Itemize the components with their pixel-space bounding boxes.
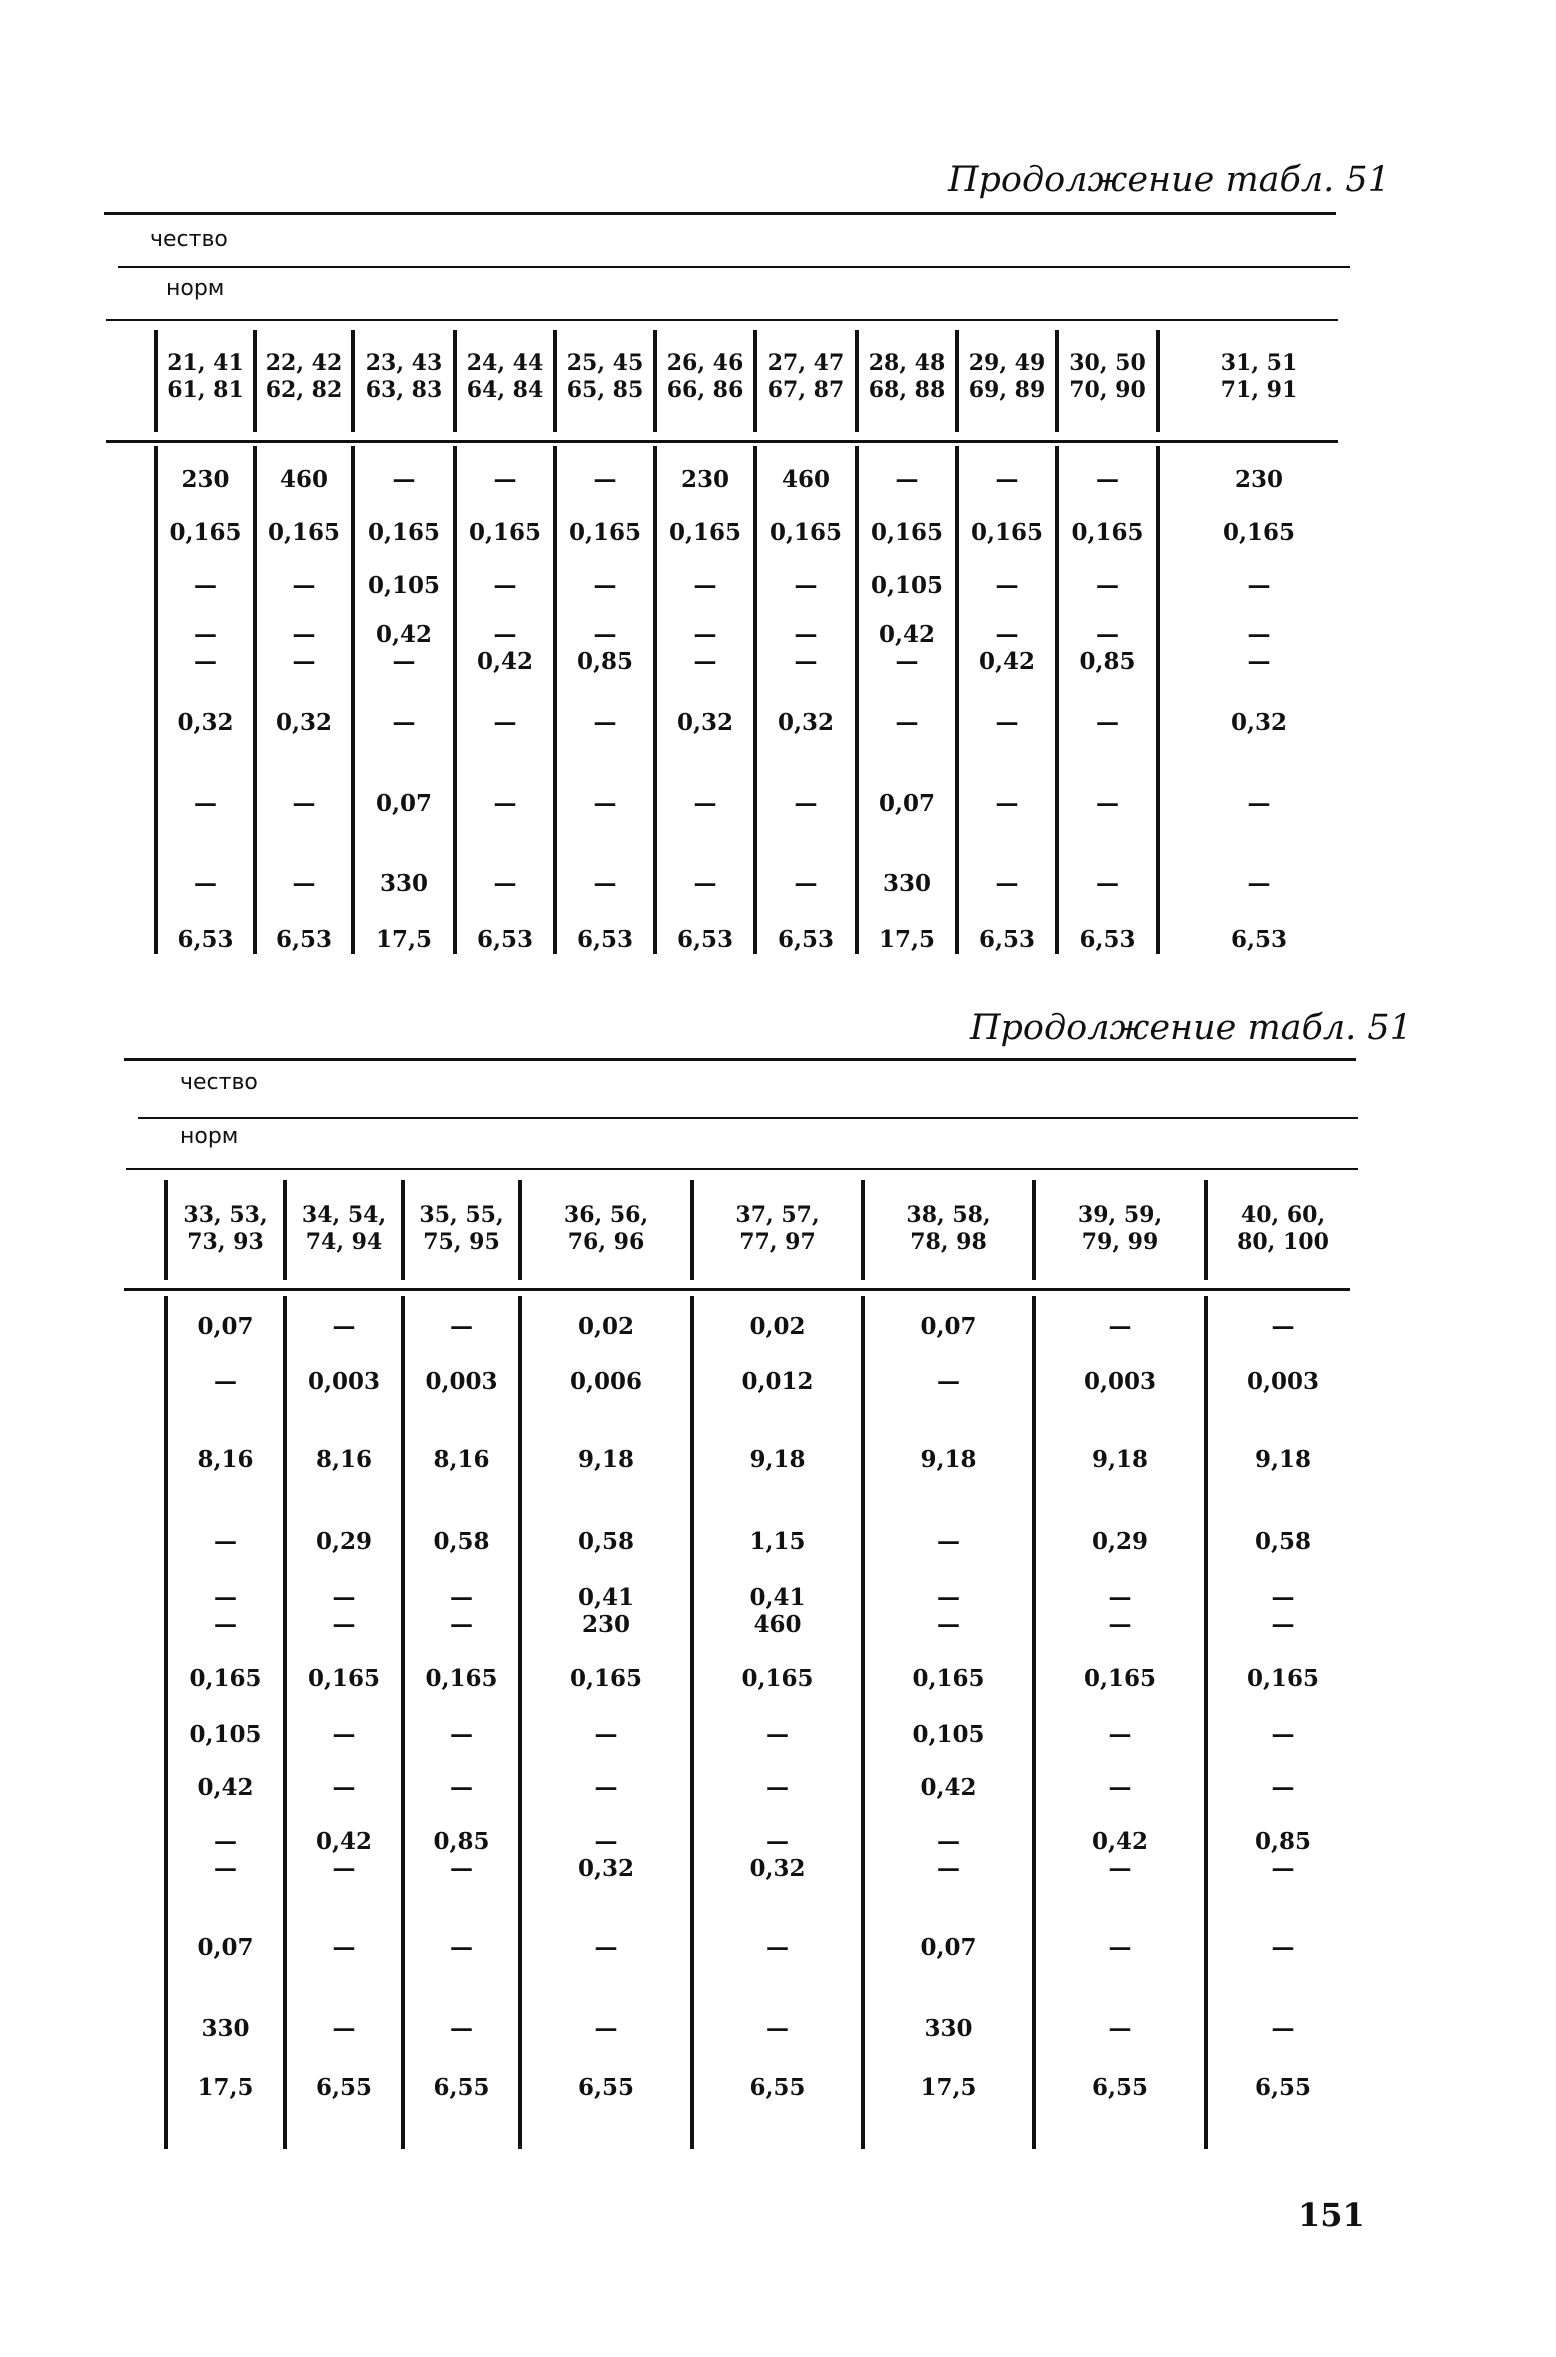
- table1-body-divider: [453, 446, 457, 954]
- table1-cell: — —: [693, 621, 717, 675]
- table1-cell: —: [493, 709, 517, 736]
- table1-cell: —: [895, 466, 919, 493]
- table2-cell: 0,42: [920, 1774, 977, 1801]
- table2-cell: 0,02: [749, 1313, 806, 1340]
- table2-cell: 0,07: [920, 1934, 977, 1961]
- table1-cell: 0,32: [676, 709, 734, 736]
- table2-column-header: 35, 55, 75, 95: [419, 1202, 504, 1255]
- table2-top-rule: [124, 1058, 1356, 1061]
- table1-column-header: 26, 46 66, 86: [666, 350, 744, 403]
- table1-cell: —: [1247, 572, 1271, 599]
- table1-cell: —: [693, 572, 717, 599]
- table2-cell: — 0,32: [749, 1828, 806, 1882]
- table2-cell: —: [332, 1313, 356, 1340]
- table2-cell: 8,16: [197, 1446, 254, 1473]
- table2-cell: 0,42: [197, 1774, 254, 1801]
- table1-cell: —: [392, 466, 416, 493]
- table1-body-divider: [553, 446, 557, 954]
- table2-header-divider: [518, 1180, 522, 1280]
- table1-body-rule: [106, 440, 1338, 443]
- table1-cell: —: [794, 572, 818, 599]
- table2-body-divider: [401, 1296, 405, 2149]
- table1-cell: — 0,85: [576, 621, 634, 675]
- table2-cell: —: [1108, 1721, 1132, 1748]
- table1-body-divider: [653, 446, 657, 954]
- table1-cell: 0,165: [668, 519, 742, 546]
- table1-cell: — —: [194, 621, 217, 675]
- table2-cell: —: [450, 2015, 473, 2042]
- table2-column-header: 40, 60, 80, 100: [1237, 1202, 1329, 1255]
- table1-cell: 6,53: [777, 926, 835, 953]
- table1-cell: 6,53: [177, 926, 234, 953]
- table2-cell: 0,29: [315, 1528, 373, 1555]
- table1-cell: 17,5: [375, 926, 433, 953]
- table1-cell: —: [194, 870, 217, 897]
- table2-cell: 0,29: [1091, 1528, 1149, 1555]
- table2-header-divider: [164, 1180, 168, 1280]
- table2-body-divider: [518, 1296, 522, 2149]
- table2-cell: 0,07: [197, 1934, 254, 1961]
- table2-cell: —: [1271, 1313, 1295, 1340]
- table1-cell: 230: [680, 466, 729, 493]
- table2-cell: —: [1108, 1774, 1132, 1801]
- table2-column-header: 33, 53, 73, 93: [183, 1202, 268, 1255]
- table2-body-divider: [690, 1296, 694, 2149]
- table2-cell: 330: [201, 2015, 250, 2042]
- table1-cell: 330: [379, 870, 428, 897]
- table2-cell: —: [937, 1528, 960, 1555]
- table1-cell: — 0,42: [978, 621, 1036, 675]
- table2-cell: 330: [924, 2015, 973, 2042]
- table1-header-divider: [453, 330, 457, 432]
- table1-cell: —: [593, 790, 617, 817]
- table1-cell: 460: [781, 466, 830, 493]
- table1-cell: —: [794, 790, 818, 817]
- table1-cell: 6,53: [476, 926, 534, 953]
- table2-cell: 0,165: [912, 1665, 985, 1692]
- table1-cell: 0,42 —: [375, 621, 433, 675]
- table1-cell: —: [1096, 709, 1119, 736]
- table2-column-header: 34, 54, 74, 94: [301, 1202, 387, 1255]
- table2-cell: —: [937, 1368, 960, 1395]
- table2-cell: 6,55: [433, 2074, 490, 2101]
- table2-cell: —: [594, 1774, 618, 1801]
- table1-column-header: 23, 43 63, 83: [365, 350, 443, 403]
- table2-cell: —: [332, 1721, 356, 1748]
- table1-column-header: 21, 41 61, 81: [167, 350, 244, 403]
- table2-cell: —: [1271, 2015, 1295, 2042]
- table1-header-divider: [753, 330, 757, 432]
- table2-cell: —: [594, 2015, 618, 2042]
- table1-cell: —: [995, 790, 1019, 817]
- table1-cell: 0,42 —: [878, 621, 936, 675]
- table1-cell: —: [493, 870, 517, 897]
- table1-column-header: 24, 44 64, 84: [466, 350, 544, 403]
- table1-cell: —: [493, 466, 517, 493]
- table2-cell: 6,55: [315, 2074, 373, 2101]
- table2-column-header: 36, 56, 76, 96: [563, 1202, 649, 1255]
- table1-header-divider: [553, 330, 557, 432]
- table2-cell: — —: [937, 1584, 960, 1638]
- table1-cell: — 0,85: [1079, 621, 1136, 675]
- table1-body-divider: [1055, 446, 1059, 954]
- table2-cell: —: [766, 2015, 789, 2042]
- table2-cell: —: [766, 1934, 789, 1961]
- table1-cell: 0,165: [1222, 519, 1296, 546]
- table1-cell: 0,165: [169, 519, 242, 546]
- table1-cell: —: [593, 870, 617, 897]
- table1-cell: 0,165: [769, 519, 843, 546]
- table1-column-header: 27, 47 67, 87: [767, 350, 845, 403]
- table1-cell: —: [593, 709, 617, 736]
- table1-cell: 0,32: [177, 709, 234, 736]
- table1-cell: 0,165: [367, 519, 441, 546]
- table1-cell: —: [1096, 870, 1119, 897]
- table1-cell: 6,53: [1079, 926, 1136, 953]
- table2-cell: 9,18: [1254, 1446, 1312, 1473]
- table1-column-header: 28, 48 68, 88: [868, 350, 946, 403]
- table1-cell: —: [493, 790, 517, 817]
- table2-column-header: 39, 59, 79, 99: [1077, 1202, 1163, 1255]
- table1-cell: — —: [1247, 621, 1271, 675]
- table2-body-divider: [1204, 1296, 1208, 2149]
- table2-cell: 6,55: [749, 2074, 806, 2101]
- table2-cell: 0,165: [189, 1665, 262, 1692]
- table2-cell: 0,165: [741, 1665, 814, 1692]
- table2-column-header: 37, 57, 77, 97: [735, 1202, 820, 1255]
- table1-cell: —: [895, 709, 919, 736]
- page-number: 151: [1298, 2196, 1365, 2234]
- table1-cell: —: [1096, 466, 1119, 493]
- table2-body-divider: [164, 1296, 168, 2149]
- table1-cell: 460: [279, 466, 328, 493]
- table1-body-divider: [955, 446, 959, 954]
- table2-cell: 0,41 230: [577, 1584, 635, 1638]
- table2-cell: 0,003: [1246, 1368, 1320, 1395]
- table1-cell: —: [1247, 870, 1271, 897]
- table2-cell: 0,58: [1254, 1528, 1312, 1555]
- table1-cell: 230: [1234, 466, 1283, 493]
- table1-header-label-1: чество: [150, 227, 228, 252]
- table2-cell: 0,165: [307, 1665, 381, 1692]
- table1-cell: 0,105: [367, 572, 441, 599]
- table2-cell: — —: [1108, 1584, 1132, 1638]
- table1-cell: —: [194, 572, 217, 599]
- table2-cell: 0,58: [577, 1528, 635, 1555]
- table2-body-divider: [283, 1296, 287, 2149]
- table2-cell: 0,42 —: [315, 1828, 373, 1882]
- table1-cell: —: [693, 870, 717, 897]
- table1-column-header: 31, 51 71, 91: [1220, 350, 1298, 403]
- table2-cell: 0,07: [920, 1313, 977, 1340]
- table2-cell: 0,012: [741, 1368, 814, 1395]
- table2-cell: 0,105: [912, 1721, 985, 1748]
- table2-cell: 9,18: [1091, 1446, 1149, 1473]
- table2-cell: 9,18: [577, 1446, 635, 1473]
- table2-cell: — —: [1271, 1584, 1295, 1638]
- table1-cell: 330: [882, 870, 931, 897]
- table2-caption: Продолжение табл. 51: [970, 1008, 1412, 1048]
- table1-cell: —: [693, 790, 717, 817]
- table2-cell: —: [594, 1934, 618, 1961]
- table2-cell: — —: [937, 1828, 960, 1882]
- table1-cell: 0,07: [878, 790, 936, 817]
- table2-cell: — —: [450, 1584, 473, 1638]
- table2-cell: —: [766, 1774, 789, 1801]
- table1-header-divider: [855, 330, 859, 432]
- table2-cell: 8,16: [315, 1446, 373, 1473]
- table2-cell: 1,15: [749, 1528, 806, 1555]
- table2-cell: —: [1271, 1774, 1295, 1801]
- table2-cell: — —: [214, 1584, 237, 1638]
- table1-cell: 0,07: [375, 790, 433, 817]
- table1-cell: —: [392, 709, 416, 736]
- table1-cell: 6,53: [576, 926, 634, 953]
- table2-cell: —: [1271, 1934, 1295, 1961]
- table2-cell: 0,105: [189, 1721, 262, 1748]
- table1-cell: — —: [794, 621, 818, 675]
- table2-cell: 0,85 —: [1254, 1828, 1312, 1882]
- table2-cell: 0,02: [577, 1313, 635, 1340]
- table2-cell: 0,85 —: [433, 1828, 490, 1882]
- table2-cell: 6,55: [577, 2074, 635, 2101]
- table2-cell: 6,55: [1091, 2074, 1149, 2101]
- table2-cell: 9,18: [920, 1446, 977, 1473]
- table1-cell: 0,165: [970, 519, 1044, 546]
- table2-cell: 0,003: [425, 1368, 498, 1395]
- table2-cell: 0,006: [569, 1368, 643, 1395]
- table1-cell: —: [194, 790, 217, 817]
- table2-cell: —: [332, 2015, 356, 2042]
- table2-body-divider: [1032, 1296, 1036, 2149]
- table1-cell: 17,5: [878, 926, 936, 953]
- table2-header-divider: [401, 1180, 405, 1280]
- table2-header-label-2: норм: [180, 1124, 239, 1149]
- table2-cell: 0,003: [307, 1368, 381, 1395]
- table1-cell: — 0,42: [476, 621, 534, 675]
- table1-cell: —: [593, 466, 617, 493]
- table2-column-header: 38, 58, 78, 98: [906, 1202, 991, 1255]
- table2-header-rule-2: [126, 1168, 1358, 1170]
- table1-body-divider: [1156, 446, 1160, 954]
- table1-body-divider: [855, 446, 859, 954]
- table1-header-rule-2: [106, 319, 1338, 321]
- table2-header-divider: [1204, 1180, 1208, 1280]
- table1-column-header: 22, 42 62, 82: [265, 350, 343, 403]
- table2-cell: 0,41 460: [749, 1584, 806, 1638]
- table1-cell: —: [995, 572, 1019, 599]
- table1-cell: 6,53: [978, 926, 1036, 953]
- table1-column-header: 29, 49 69, 89: [968, 350, 1046, 403]
- table2-cell: —: [594, 1721, 618, 1748]
- table2-cell: —: [450, 1774, 473, 1801]
- table1-cell: —: [292, 870, 316, 897]
- table1-header-rule-1: [118, 266, 1350, 268]
- table2-cell: — —: [332, 1584, 356, 1638]
- table1-cell: 0,165: [468, 519, 542, 546]
- table2-cell: —: [450, 1721, 473, 1748]
- table1-column-header: 25, 45 65, 85: [566, 350, 644, 403]
- table2-header-label-1: чество: [180, 1070, 258, 1095]
- table2-body-rule: [124, 1288, 1350, 1291]
- table2-cell: 9,18: [749, 1446, 806, 1473]
- table2-cell: 0,42 —: [1091, 1828, 1149, 1882]
- table2-cell: 8,16: [433, 1446, 490, 1473]
- table2-cell: —: [1108, 1934, 1132, 1961]
- table1-header-divider: [653, 330, 657, 432]
- table1-header-divider: [154, 330, 158, 432]
- table1-cell: —: [1247, 790, 1271, 817]
- table2-cell: —: [332, 1934, 356, 1961]
- table1-body-divider: [753, 446, 757, 954]
- table1-cell: 0,32: [777, 709, 835, 736]
- table2-cell: —: [450, 1934, 473, 1961]
- table1-cell: 0,165: [870, 519, 944, 546]
- table2-cell: —: [766, 1721, 789, 1748]
- table1-cell: —: [292, 572, 316, 599]
- table1-cell: 0,32: [275, 709, 333, 736]
- table1-cell: 6,53: [275, 926, 333, 953]
- table1-body-divider: [154, 446, 158, 954]
- table2-cell: —: [214, 1528, 237, 1555]
- table2-cell: 0,003: [1083, 1368, 1157, 1395]
- table1-cell: 0,32: [1230, 709, 1288, 736]
- table2-header-divider: [283, 1180, 287, 1280]
- table2-cell: —: [1108, 2015, 1132, 2042]
- table1-body-divider: [253, 446, 257, 954]
- table1-cell: —: [292, 790, 316, 817]
- table1-cell: 6,53: [676, 926, 734, 953]
- table1-header-divider: [253, 330, 257, 432]
- table2-cell: —: [332, 1774, 356, 1801]
- table2-cell: — 0,32: [577, 1828, 635, 1882]
- table1-column-header: 30, 50 70, 90: [1069, 350, 1146, 403]
- table2-header-divider: [690, 1180, 694, 1280]
- table1-cell: —: [493, 572, 517, 599]
- table2-cell: 0,165: [1246, 1665, 1320, 1692]
- table1-cell: —: [995, 709, 1019, 736]
- table1-header-divider: [351, 330, 355, 432]
- table2-header-rule-1: [138, 1117, 1358, 1119]
- table1-header-divider: [955, 330, 959, 432]
- table1-cell: —: [1096, 790, 1119, 817]
- table1-cell: —: [995, 466, 1019, 493]
- table1-cell: —: [995, 870, 1019, 897]
- table1-header-divider: [1055, 330, 1059, 432]
- table1-cell: — —: [292, 621, 316, 675]
- table1-cell: —: [1096, 572, 1119, 599]
- table1-cell: 230: [181, 466, 230, 493]
- table1-caption: Продолжение табл. 51: [948, 160, 1390, 200]
- table1-cell: 0,165: [267, 519, 341, 546]
- table2-cell: 17,5: [920, 2074, 977, 2101]
- table2-cell: 6,55: [1254, 2074, 1312, 2101]
- table2-cell: — —: [214, 1828, 237, 1882]
- table2-header-divider: [1032, 1180, 1036, 1280]
- table2-cell: 0,07: [197, 1313, 254, 1340]
- table1-body-divider: [351, 446, 355, 954]
- table2-cell: 0,165: [425, 1665, 498, 1692]
- table1-header-label-2: норм: [166, 276, 225, 301]
- table2-cell: 0,165: [569, 1665, 643, 1692]
- table2-cell: —: [1108, 1313, 1132, 1340]
- table1-cell: —: [794, 870, 818, 897]
- table2-header-divider: [861, 1180, 865, 1280]
- table1-header-divider: [1156, 330, 1160, 432]
- table1-cell: 0,165: [568, 519, 642, 546]
- table2-cell: —: [214, 1368, 237, 1395]
- table2-cell: 17,5: [197, 2074, 254, 2101]
- table1-cell: —: [593, 572, 617, 599]
- table1-top-rule: [104, 212, 1336, 215]
- table1-cell: 6,53: [1230, 926, 1288, 953]
- table2-cell: —: [1271, 1721, 1295, 1748]
- table2-cell: —: [450, 1313, 473, 1340]
- table2-body-divider: [861, 1296, 865, 2149]
- table2-cell: 0,165: [1083, 1665, 1157, 1692]
- table2-cell: 0,58: [433, 1528, 490, 1555]
- table1-cell: 0,165: [1071, 519, 1144, 546]
- table1-cell: 0,105: [870, 572, 944, 599]
